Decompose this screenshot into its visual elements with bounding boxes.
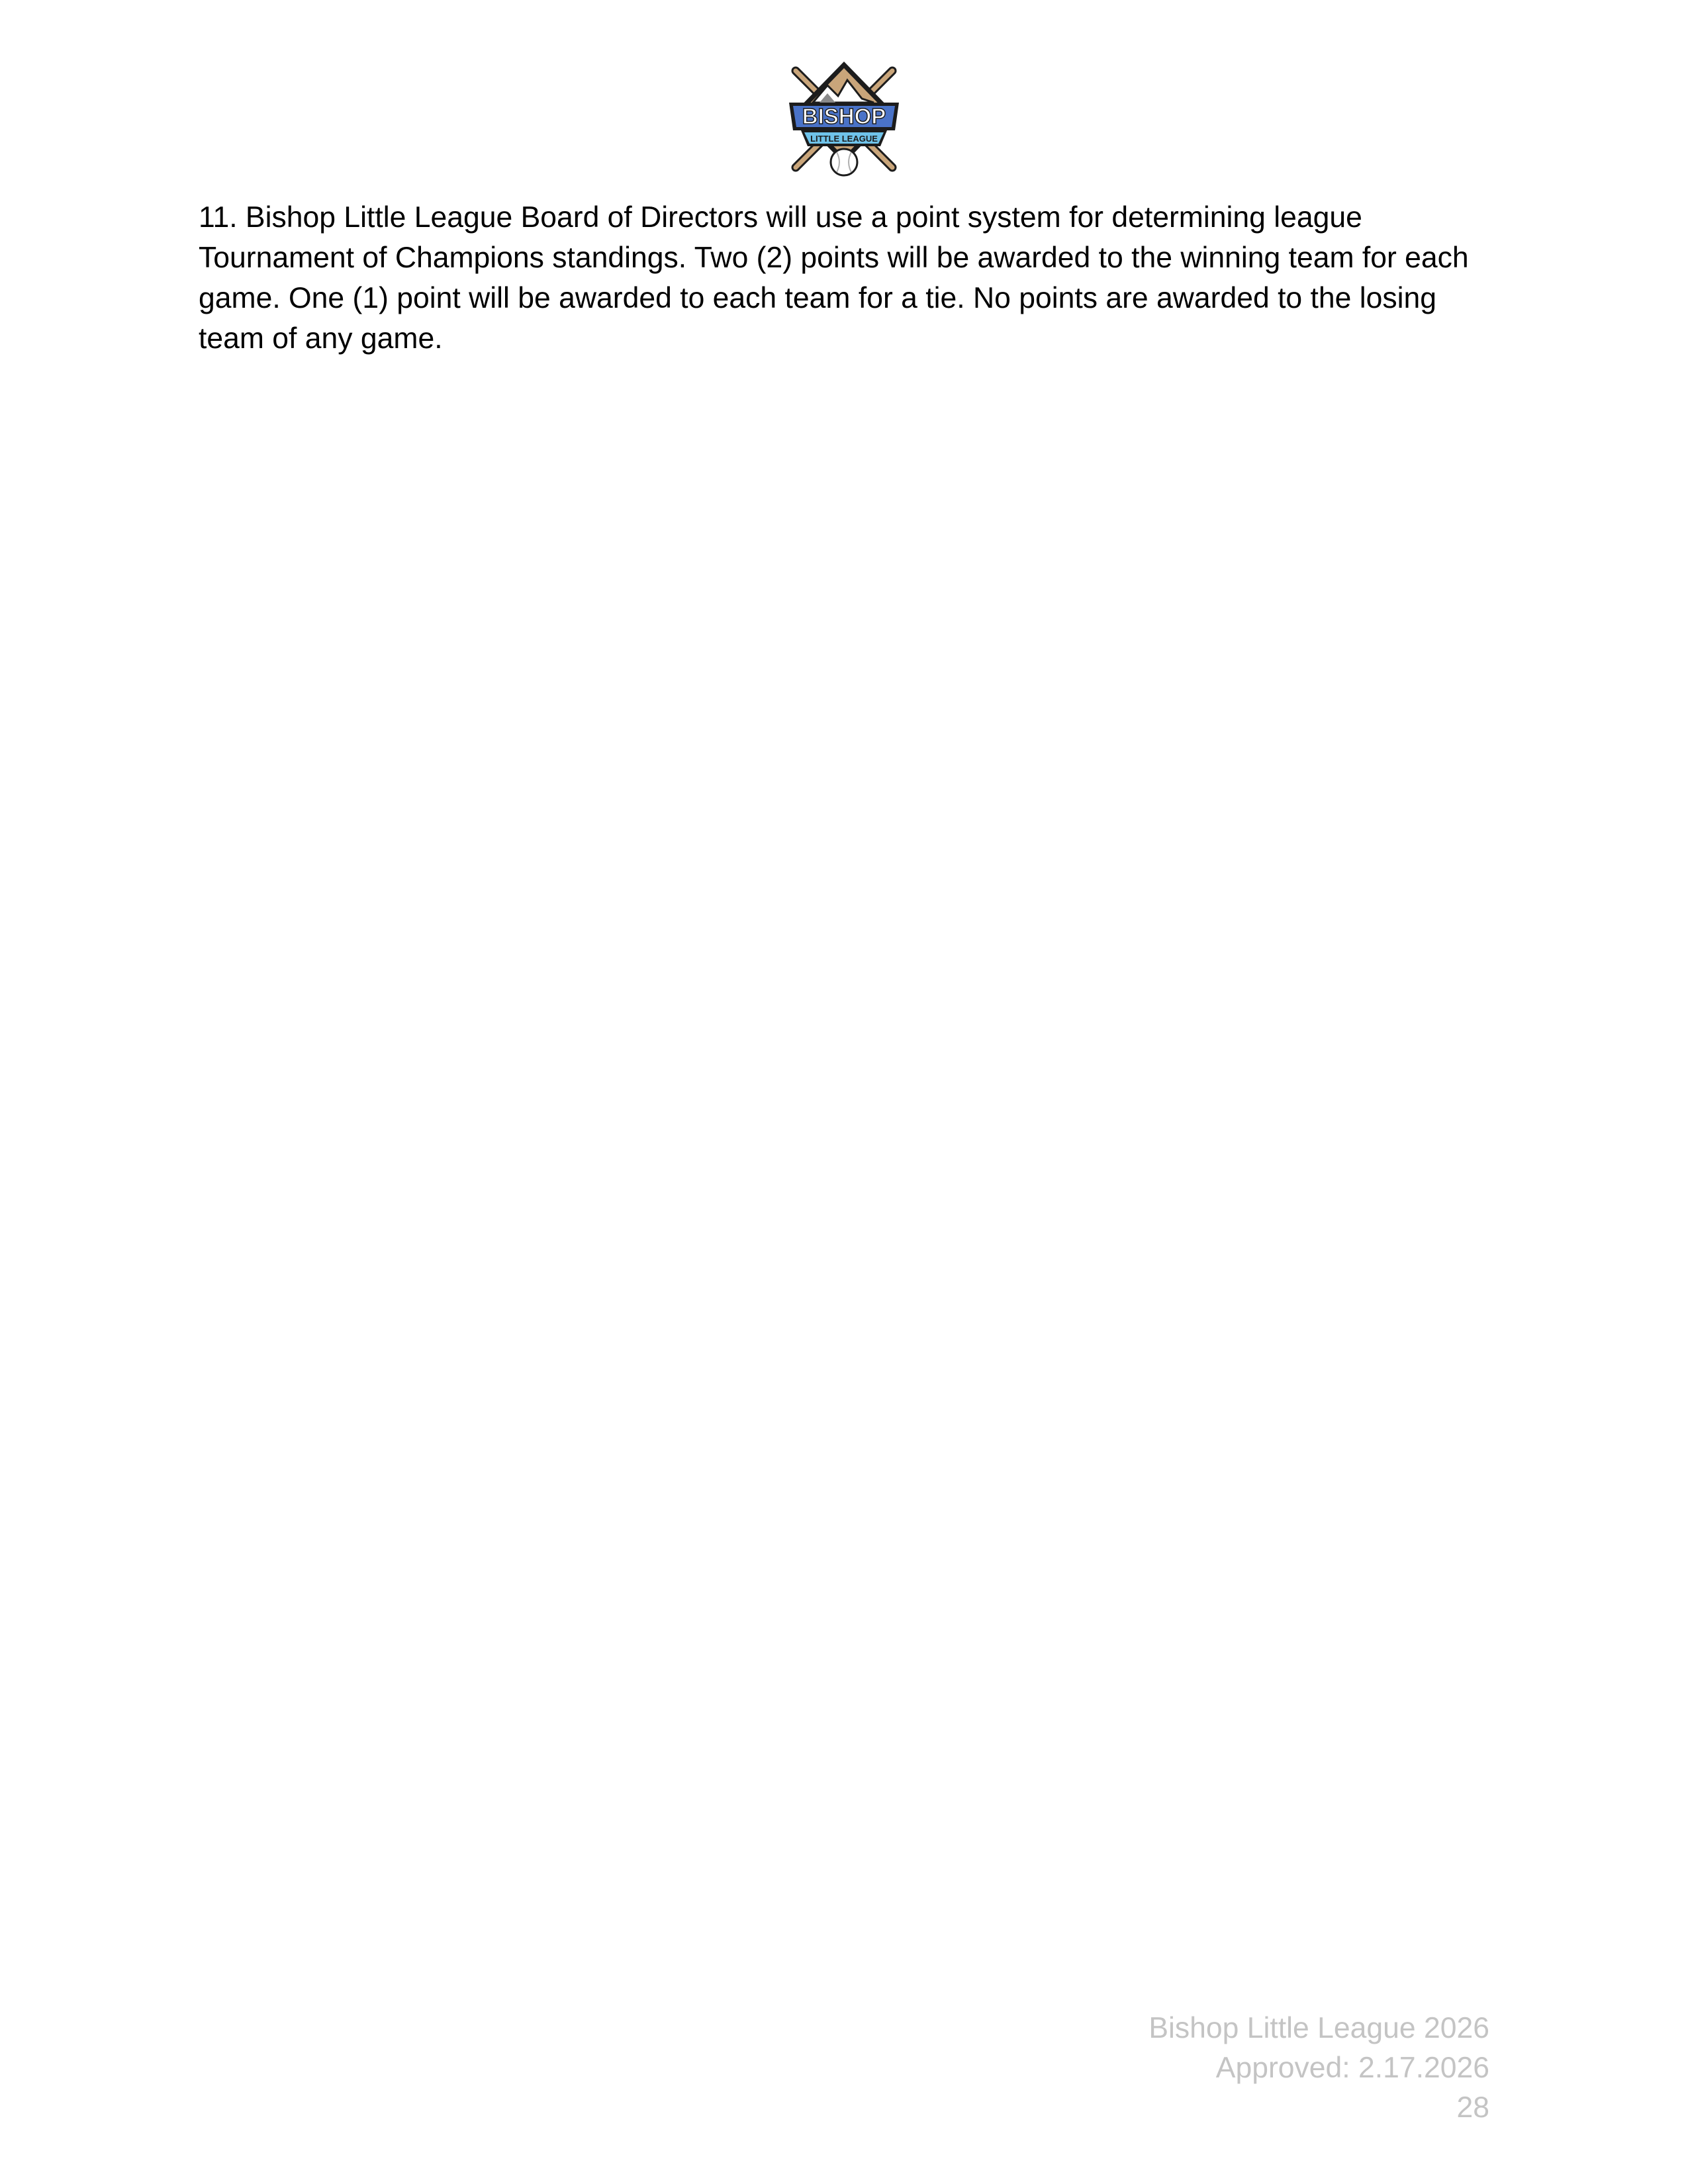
bishop-little-league-logo [781, 56, 907, 182]
baseball-icon [831, 149, 857, 175]
page-footer [894, 2009, 1489, 2128]
svg-text:LITTLE LEAGUE: LITTLE LEAGUE [810, 134, 878, 144]
svg-text:BISHOP: BISHOP [802, 104, 886, 128]
footer-league-year: Bishop Little League 2026 [1149, 2012, 1489, 2044]
rule-paragraph-11: 11. Bishop Little League Board of Directors will use a point system for determining league Tournament of Champions standings. Two (2) points will be awarded to the winning team for each game. One (1) point will be awarded to each team for a tie. No points are awarded to the losing team of any game. [199, 201, 1469, 355]
footer-page-number: 28 [1456, 2091, 1489, 2124]
footer-approved-date: Approved: 2.17.2026 [1215, 2052, 1489, 2084]
